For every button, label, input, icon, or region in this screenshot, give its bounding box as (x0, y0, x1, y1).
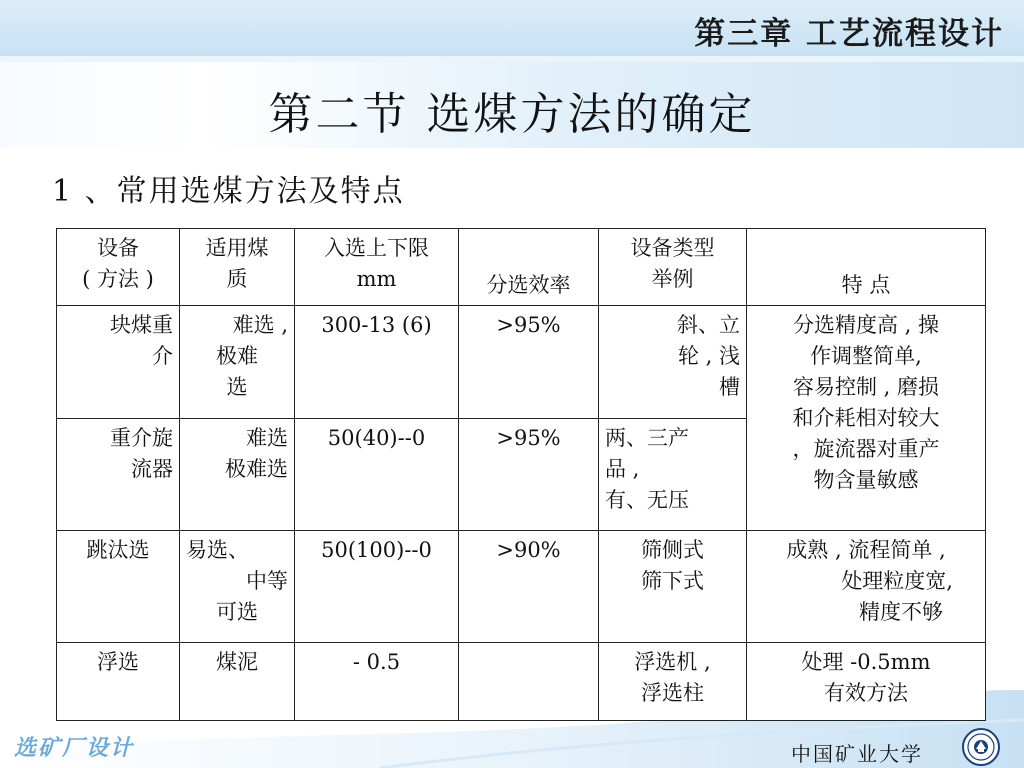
header-text: 质 (226, 267, 248, 291)
cell-method: 浮选 (57, 643, 180, 721)
header-cell-coal (180, 229, 295, 306)
header-text: 设备类型 (630, 236, 715, 260)
header-text: ( 方法 ) (82, 267, 154, 291)
chapter-title: 第三章 工艺流程设计 (694, 16, 1004, 52)
cell-text: 分选精度高 , 操 (792, 313, 940, 337)
cell-text: 有效方法 (824, 681, 908, 705)
header-text: 设备 (97, 236, 139, 260)
cell-text: 斜、立 (677, 313, 740, 337)
cell-text: 两、三产 (605, 426, 689, 450)
university-name: 中国矿业大学 (791, 742, 923, 766)
header-text: mm (356, 267, 397, 291)
cell-equipment (599, 531, 747, 643)
cell-text: 品 , (605, 457, 640, 481)
cell-text: 中等 (246, 569, 288, 593)
cell-method (57, 306, 180, 419)
cell-equipment (599, 306, 747, 419)
cell-text: 处理 -0.5mm (801, 650, 931, 674)
cell-feature-merged (747, 306, 986, 531)
course-name: 选矿厂设计 (14, 735, 135, 761)
coal-methods-table (56, 228, 986, 721)
cell-text: 容易控制 , 磨损 (792, 375, 940, 399)
cell-feature (747, 643, 986, 721)
university-seal-icon (962, 728, 1000, 766)
cell-limit: 50(100)--0 (295, 531, 459, 643)
cell-text: 浮选柱 (641, 681, 704, 705)
header-text: 适用煤 (205, 236, 269, 260)
cell-text: 选 (226, 375, 248, 399)
cell-text: 成熟 , 流程简单 , (786, 538, 946, 562)
cell-text: 处理粒度宽, (841, 569, 953, 593)
cell-text: 精度不够 (859, 600, 943, 624)
header-cell-efficiency (459, 229, 599, 306)
cell-text: 筛下式 (641, 569, 704, 593)
cell-text: 极难选 (225, 457, 288, 481)
cell-coal (180, 419, 295, 531)
cell-text: 易选、 (186, 538, 249, 562)
cell-equipment (599, 643, 747, 721)
cell-limit: 50(40)--0 (295, 419, 459, 531)
cell-text: 块煤重 (110, 313, 173, 337)
cell-text: ，旋流器对重产 (792, 437, 940, 461)
cell-limit: 300-13 (6) (295, 306, 459, 419)
header-cell-equipment (599, 229, 747, 306)
subtitle: 1 、常用选煤方法及特点 (52, 174, 405, 209)
cell-text: 和介耗相对较大 (792, 406, 940, 430)
section-title: 第二节 选煤方法的确定 (268, 89, 756, 140)
table-row (57, 306, 986, 419)
cell-text: 难选 (246, 426, 288, 450)
cell-efficiency: >90% (459, 531, 599, 643)
cell-text: 轮 , 浅 (677, 344, 740, 368)
header-cell-method (57, 229, 180, 306)
cell-text: 作调整简单, (810, 344, 922, 368)
table-header-row (57, 229, 986, 306)
cell-efficiency: >95% (459, 419, 599, 531)
table-row (57, 531, 986, 643)
header-cell-feature (747, 229, 986, 306)
header-cell-limit (295, 229, 459, 306)
cell-text: 浮选机 , (634, 650, 711, 674)
cell-text: 有、无压 (605, 488, 689, 512)
cell-feature (747, 531, 986, 643)
cell-text: 可选 (216, 600, 258, 624)
cell-text: 极难 (216, 344, 258, 368)
cell-limit: - 0.5 (295, 643, 459, 721)
header-text: 分选效率 (486, 273, 571, 297)
table-row (57, 643, 986, 721)
header-text: 举例 (651, 267, 694, 291)
cell-text: 筛侧式 (641, 538, 704, 562)
header-text: 特 点 (841, 273, 891, 297)
cell-method (57, 419, 180, 531)
cell-text: 重介旋 (110, 426, 173, 450)
header-text: 入选上下限 (324, 236, 429, 260)
cell-text: 物含量敏感 (813, 468, 919, 492)
cell-text: 流器 (131, 457, 173, 481)
cell-method: 跳汰选 (57, 531, 180, 643)
cell-efficiency (459, 643, 599, 721)
cell-efficiency: >95% (459, 306, 599, 419)
cell-coal (180, 531, 295, 643)
cell-coal: 煤泥 (180, 643, 295, 721)
cell-text: 介 (152, 344, 173, 368)
cell-text: 槽 (719, 375, 740, 399)
cell-text: 难选 , (232, 313, 288, 337)
cell-coal (180, 306, 295, 419)
cell-equipment (599, 419, 747, 531)
